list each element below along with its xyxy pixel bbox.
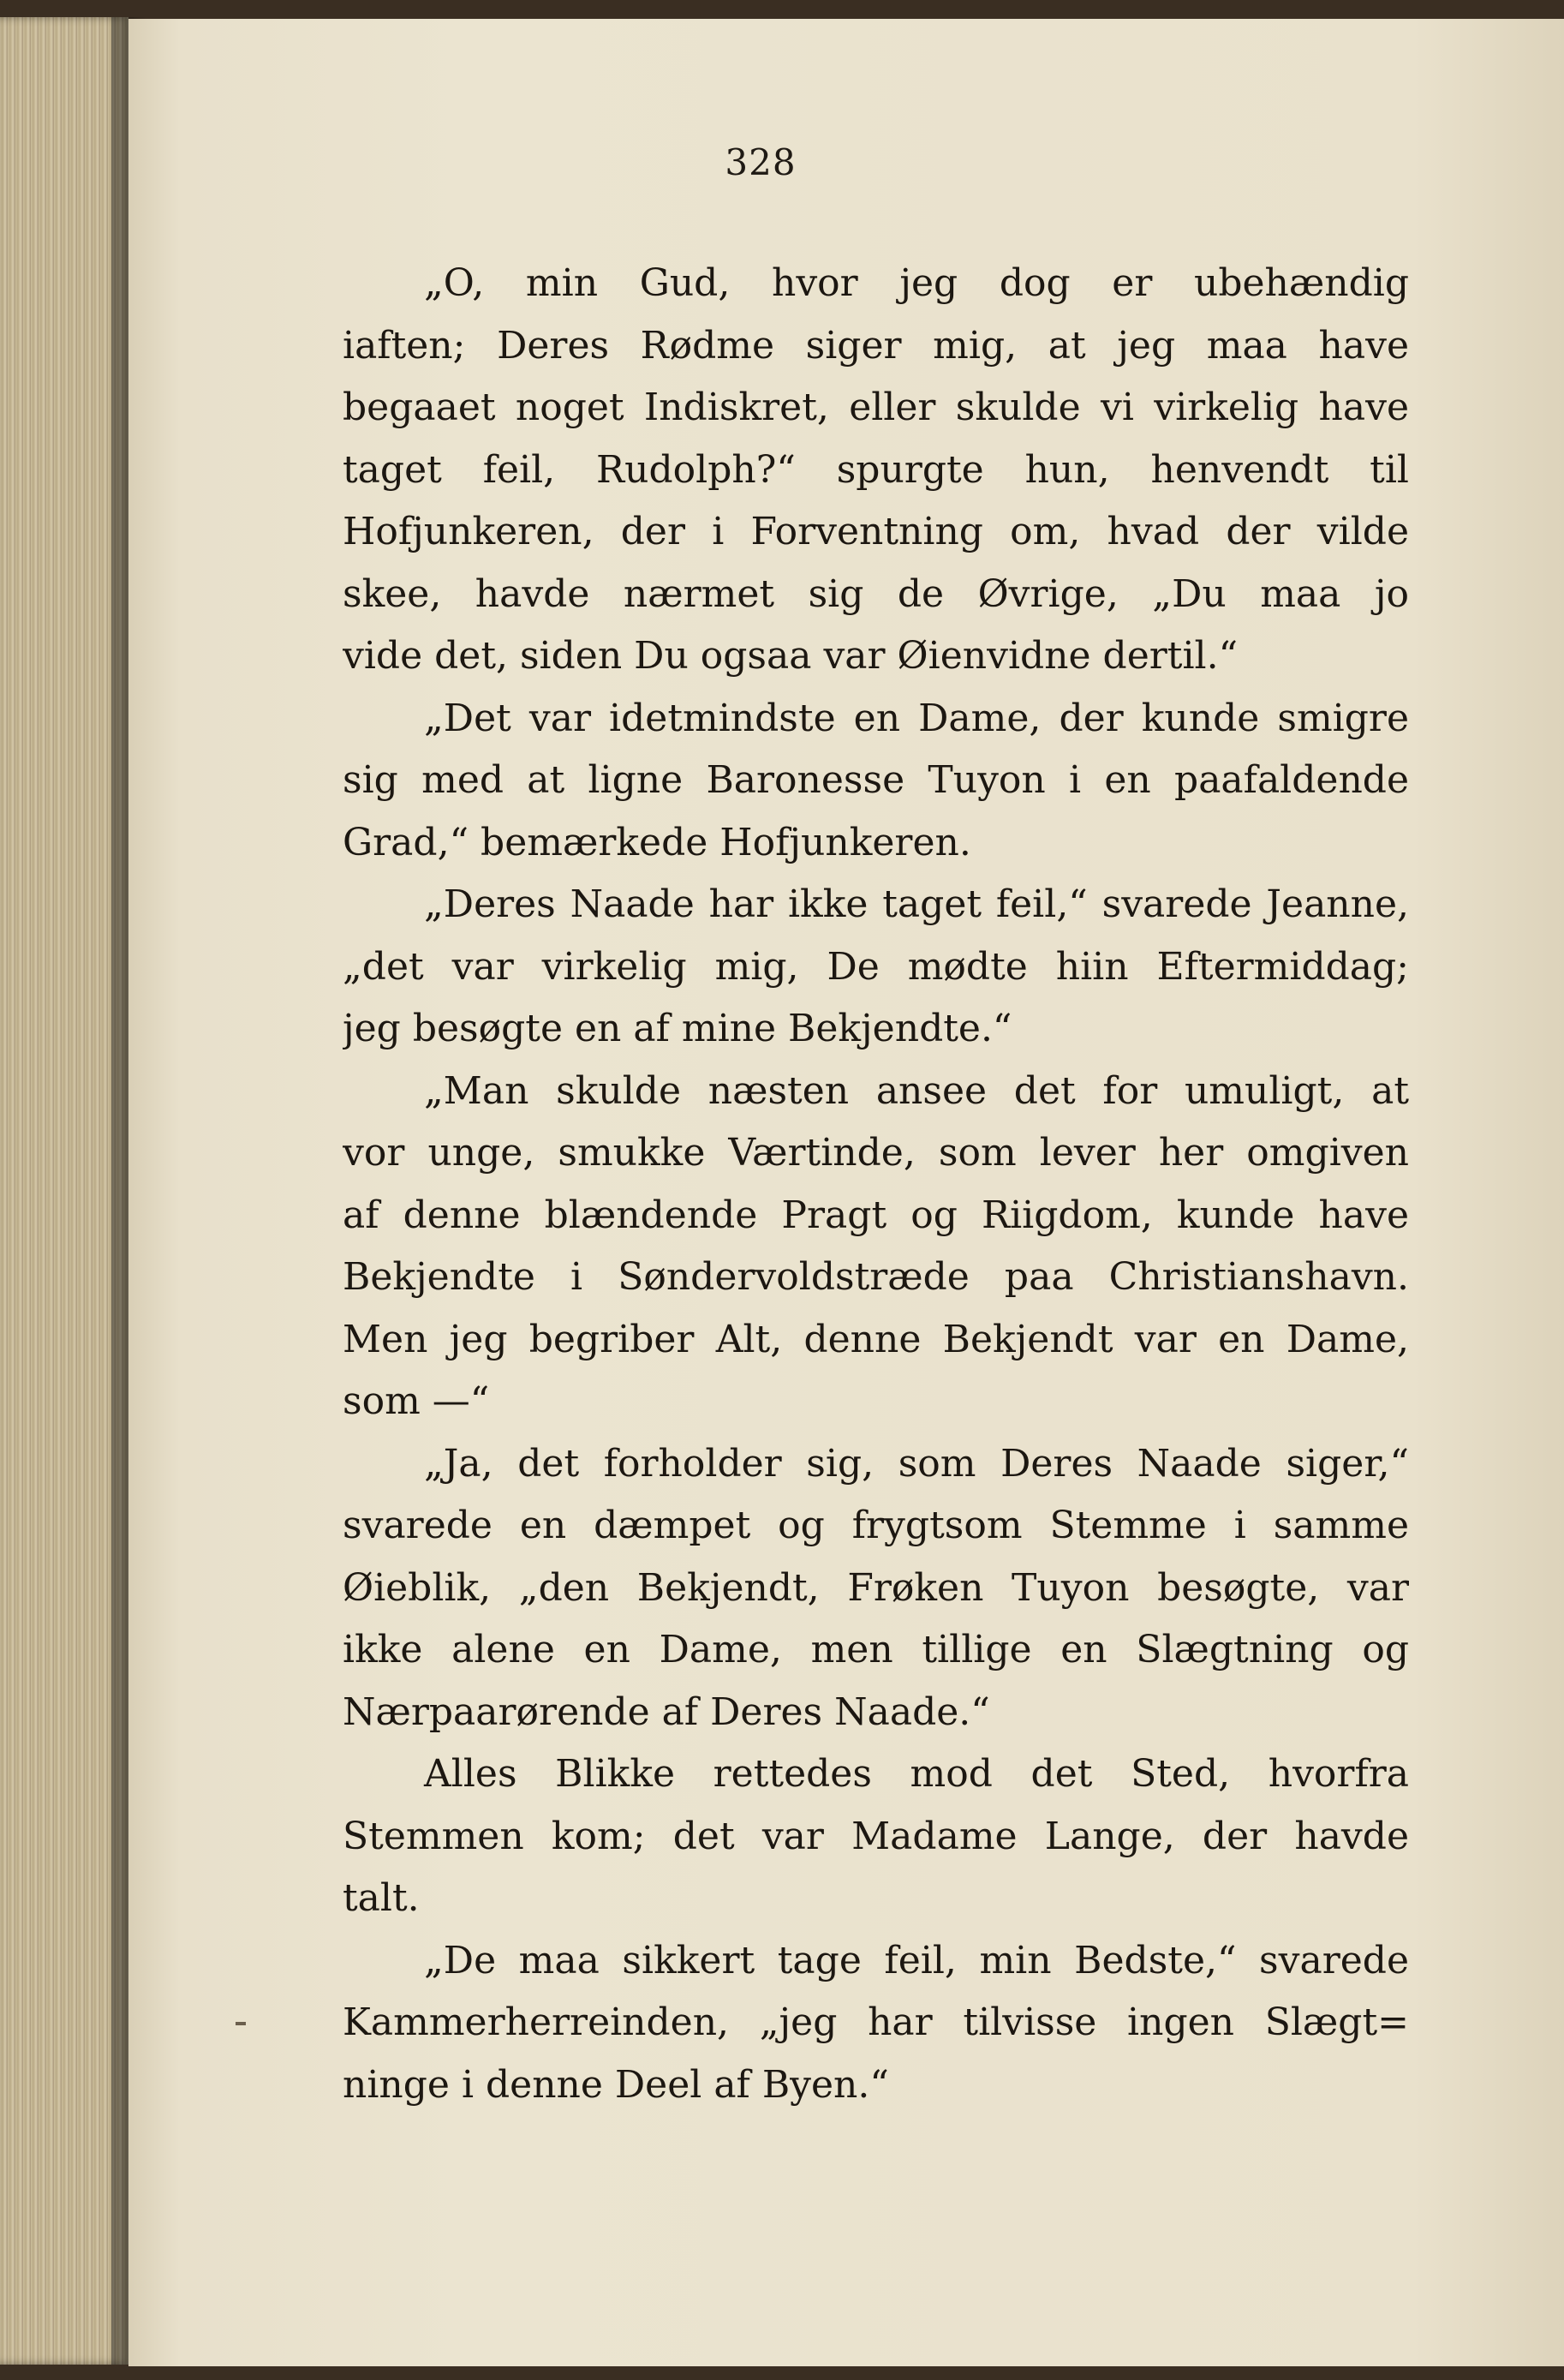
text-line: svarede en dæmpet og frygtsom Stemme i samme bbox=[343, 1504, 1409, 1547]
text-line: iaften; Deres Rødme siger mig, at jeg maa have bbox=[343, 323, 1409, 368]
text-line: „Deres Naade har ikke taget feil,“ svarede Jeanne, bbox=[424, 882, 1409, 926]
text-line: „O, min Gud, hvor jeg dog er ubehændig bbox=[424, 261, 1409, 305]
text-line: ninge i denne Deel af Byen.“ bbox=[343, 2062, 889, 2107]
text-line: Stemmen kom; det var Madame Lange, der havde bbox=[343, 1814, 1409, 1858]
paragraph bbox=[343, 874, 1409, 1061]
text-line: „Man skulde næsten ansee det for umuligt, at bbox=[424, 1068, 1409, 1113]
paragraph bbox=[343, 1743, 1409, 1930]
text-line: Grad,“ bemærkede Hofjunkeren. bbox=[343, 820, 971, 864]
margin-mark bbox=[236, 2022, 246, 2025]
text-line: Men jeg begriber Alt, denne Bekjendt var en Dame, bbox=[343, 1317, 1409, 1361]
text-line: sig med at ligne Baronesse Tuyon i en paafaldende bbox=[343, 758, 1409, 802]
page-number: 328 bbox=[725, 141, 797, 183]
paragraph bbox=[343, 1930, 1409, 2117]
text-line: „De maa sikkert tage feil, min Bedste,“ svarede bbox=[424, 1938, 1409, 1982]
paragraph bbox=[343, 688, 1409, 875]
text-line: vide det, siden Du ogsaa var Øienvidne dertil.“ bbox=[343, 634, 1239, 678]
page-text bbox=[343, 253, 1409, 2116]
text-line: Bekjendte i Søndervoldstræde paa Christianshavn. bbox=[343, 1255, 1409, 1299]
page-stack-edges bbox=[0, 17, 128, 2365]
text-line: Hofjunkeren, der i Forventning om, hvad der vilde bbox=[343, 510, 1409, 553]
text-line: talt. bbox=[343, 1876, 420, 1920]
text-line: jeg besøgte en af mine Bekjendte.“ bbox=[343, 1007, 1012, 1050]
text-line: „Det var idetmindste en Dame, der kunde smigre bbox=[424, 696, 1409, 740]
text-line: „det var virkelig mig, De mødte hiin Eftermiddag; bbox=[343, 944, 1409, 989]
text-line: Nærpaarørende af Deres Naade.“ bbox=[343, 1689, 990, 1734]
text-line: Kammerherreinden, „jeg har tilvisse ingen Slægt= bbox=[343, 2000, 1409, 2044]
text-line: som —“ bbox=[343, 1379, 490, 1423]
text-line: Alles Blikke rettedes mod det Sted, hvorfra bbox=[424, 1752, 1409, 1796]
text-line: begaaet noget Indiskret, eller skulde vi virkelig have bbox=[343, 386, 1409, 429]
text-line: „Ja, det forholder sig, som Deres Naade siger,“ bbox=[424, 1441, 1409, 1486]
text-line: skee, havde nærmet sig de Øvrige, „Du maa jo bbox=[343, 571, 1409, 616]
text-line: af denne blændende Pragt og Riigdom, kunde have bbox=[343, 1193, 1409, 1237]
text-line: ikke alene en Dame, men tillige en Slægtning og bbox=[343, 1628, 1409, 1671]
text-line: vor unge, smukke Værtinde, som lever her omgiven bbox=[343, 1131, 1409, 1175]
text-line: taget feil, Rudolph?“ spurgte hun, henvendt til bbox=[343, 447, 1409, 492]
text-line: Øieblik, „den Bekjendt, Frøken Tuyon besøgte, var bbox=[343, 1565, 1409, 1610]
paragraph bbox=[343, 1433, 1409, 1744]
paragraph bbox=[343, 253, 1409, 688]
paragraph bbox=[343, 1061, 1409, 1433]
